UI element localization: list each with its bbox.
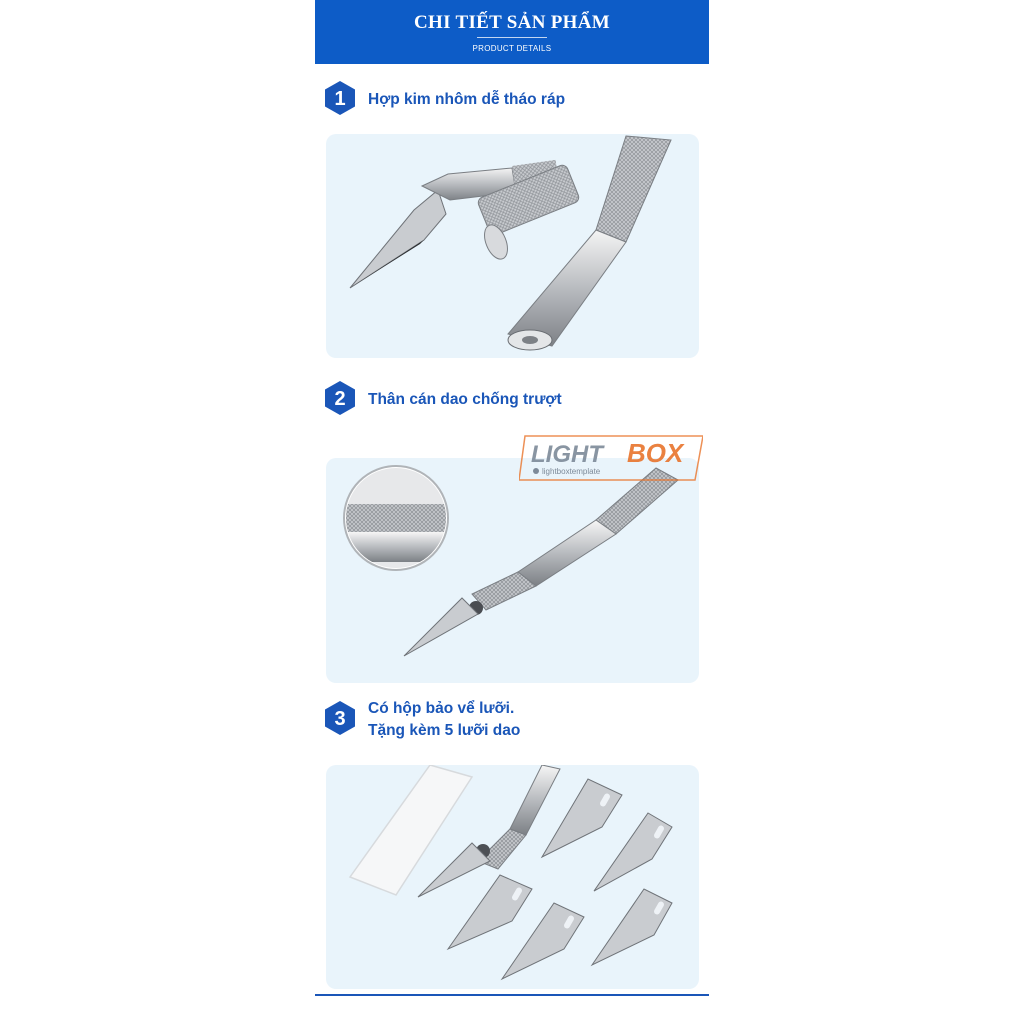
page-subtitle: PRODUCT DETAILS [472,44,552,53]
step-3-hexagon-icon [322,700,358,736]
disassembled-knife-illustration [326,134,699,358]
header-banner [315,0,709,64]
step-2-number: 2 [334,388,346,410]
step-1-hexagon-icon [322,80,358,116]
step-3-line-1: Có hộp bảo vể lưỡi. [368,700,515,717]
knife-grip-illustration [326,458,699,683]
header-divider [477,37,547,38]
product-image-disassembled [326,134,699,358]
step-3-text [368,698,520,742]
step-2-text: Thân cán dao chống trượt [368,391,562,408]
step-3-line-2: Tặng kèm 5 lưỡi dao [368,722,521,739]
step-2-hexagon-icon [322,380,358,416]
step-1-number: 1 [334,88,346,110]
step-1-text: Hợp kim nhôm dễ tháo ráp [368,91,566,108]
lightbox-watermark-logo [519,434,703,482]
page-title: CHI TIẾT SẢN PHẨM [413,12,611,33]
step-3-number: 3 [334,708,346,730]
svg-text:lightboxtemplate: lightboxtemplate [542,467,601,476]
blades-and-case-illustration [326,765,699,989]
svg-text:LIGHT: LIGHT [531,441,603,468]
bottom-divider [315,994,709,996]
svg-text:BOX: BOX [627,438,684,468]
product-image-grip [326,458,699,683]
product-image-blades [326,765,699,989]
